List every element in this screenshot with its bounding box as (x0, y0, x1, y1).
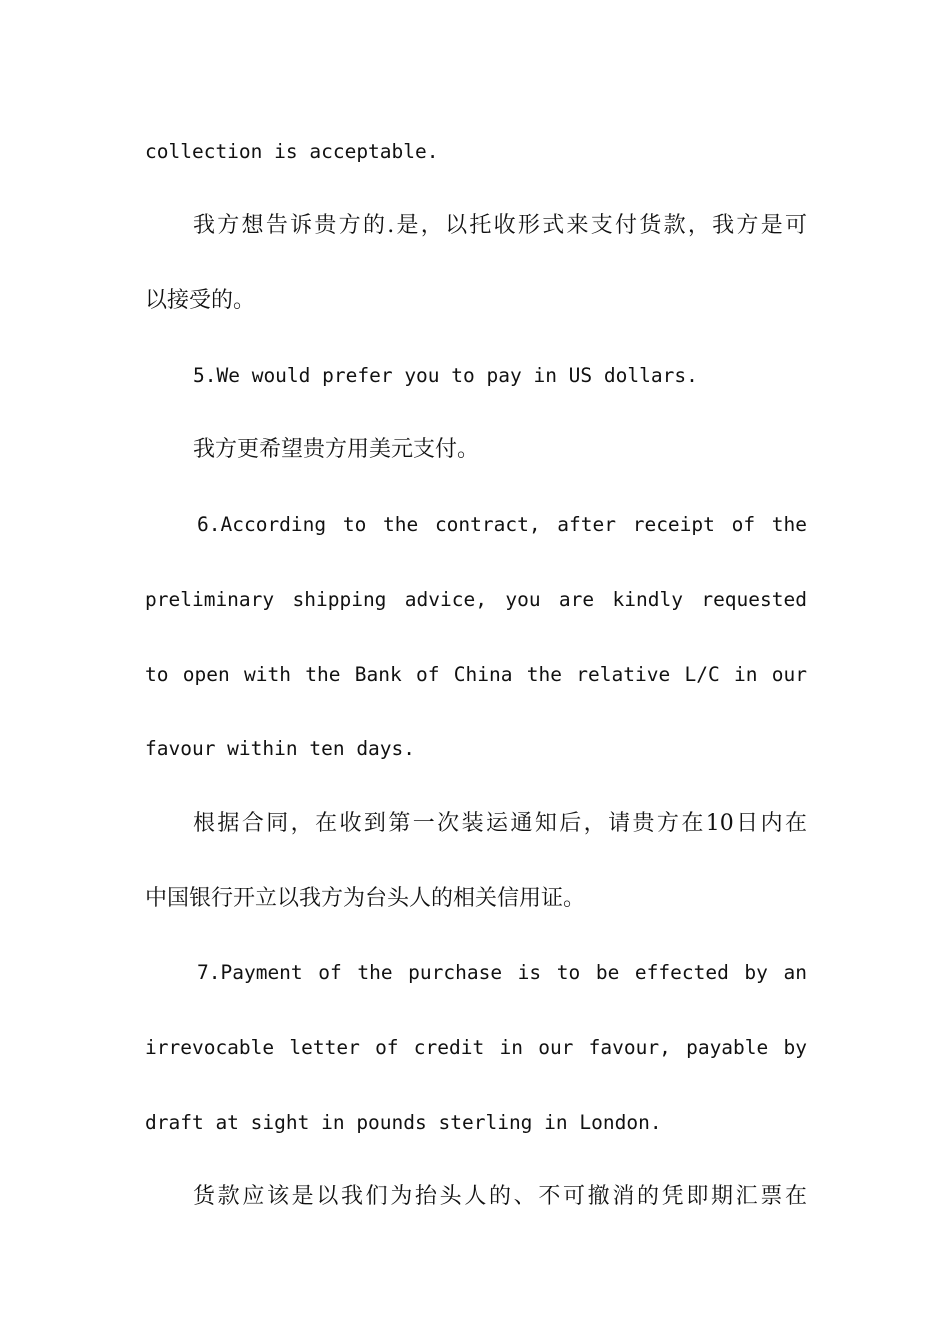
text-line-10: 根据合同，在收到第一次装运通知后，请贵方在10日内在 (193, 811, 807, 836)
text-line-4: 5.We would prefer you to pay in US dollars. (193, 364, 698, 387)
text-line-13: irrevocable letter of credit in our favour, payable by (145, 1036, 807, 1059)
text-line-6: 6.According to the contract, after receipt of the (197, 513, 807, 536)
text-line-15: 货款应该是以我们为抬头人的、不可撤消的凭即期汇票在 (193, 1184, 807, 1209)
text-line-11: 中国银行开立以我方为台头人的相关信用证。 (145, 886, 586, 911)
text-line-3: 以接受的。 (145, 288, 256, 313)
text-line-2: 我方想告诉贵方的.是，以托收形式来支付货款，我方是可 (193, 213, 807, 238)
text-line-5: 我方更希望贵方用美元支付。 (193, 437, 480, 462)
text-line-7: preliminary shipping advice, you are kindly requested (145, 588, 807, 611)
text-line-9: favour within ten days. (145, 737, 416, 760)
text-line-12: 7.Payment of the purchase is to be effected by an (197, 961, 807, 984)
text-line-1: collection is acceptable. (145, 140, 439, 163)
text-line-14: draft at sight in pounds sterling in London. (145, 1111, 662, 1134)
text-line-8: to open with the Bank of China the relative L/C in our (145, 663, 807, 686)
